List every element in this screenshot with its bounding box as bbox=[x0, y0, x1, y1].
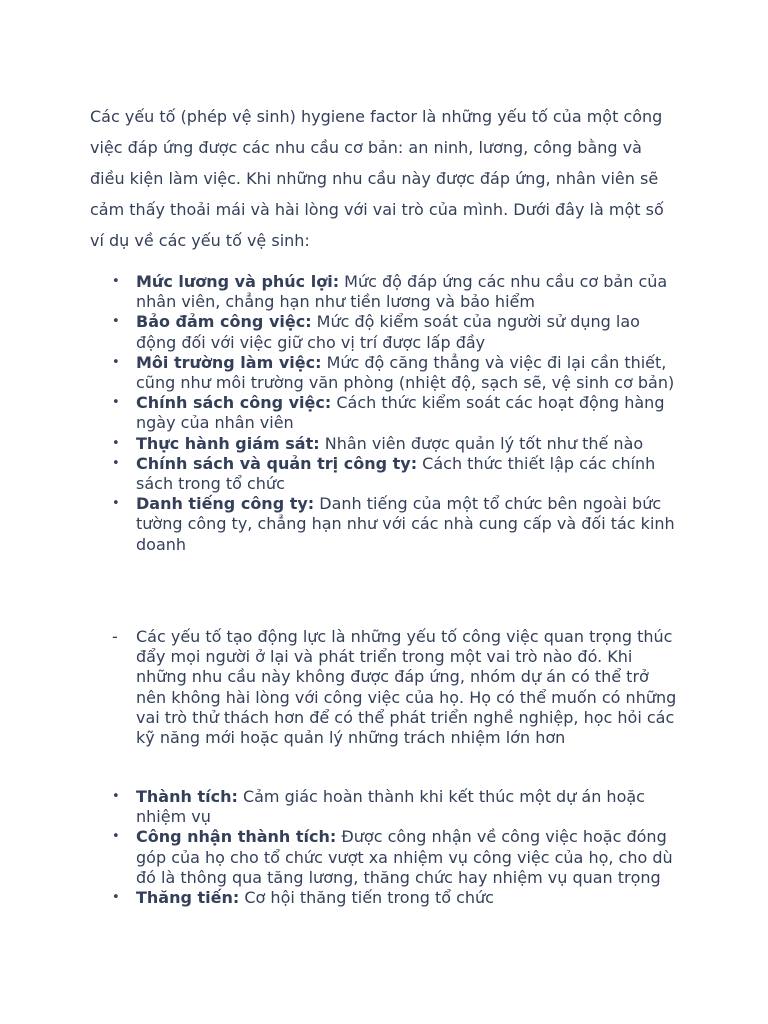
item-term: Chính sách công việc: bbox=[136, 393, 332, 413]
item-description: Cảm giác hoàn thành khi kết thúc một dự án hoặc nhiệm vụ bbox=[136, 787, 645, 827]
item-term: Chính sách và quản trị công ty: bbox=[136, 453, 418, 473]
hygiene-factor-list bbox=[136, 272, 681, 555]
item-term: Môi trường làm việc: bbox=[136, 352, 322, 372]
item-description: Được công nhận về công việc hoặc đóng góp của họ cho tổ chức vượt xa nhiệm vụ công việc của họ, cho dù đó là thông qua tăng lương, thăng chức hay nhiệm vụ quan trọng bbox=[136, 827, 673, 887]
list-item bbox=[136, 272, 681, 312]
item-term: Công nhận thành tích: bbox=[136, 827, 337, 847]
item-description: Mức độ kiểm soát của người sử dụng lao động đối với việc giữ cho vị trí được lấp đầy bbox=[136, 312, 640, 352]
list-item bbox=[136, 434, 681, 454]
item-description: Cơ hội thăng tiến trong tổ chức bbox=[239, 888, 494, 908]
item-description: Mức độ đáp ứng các nhu cầu cơ bản của nhân viên, chẳng hạn như tiền lương và bảo hiểm bbox=[136, 272, 668, 312]
item-term: Thăng tiến: bbox=[136, 888, 240, 908]
list-item bbox=[136, 353, 681, 393]
item-term: Danh tiếng công ty: bbox=[136, 494, 315, 514]
item-term: Bảo đảm công việc: bbox=[136, 312, 312, 332]
list-item bbox=[136, 393, 681, 433]
item-term: Mức lương và phúc lợi: bbox=[136, 272, 340, 291]
list-item bbox=[136, 454, 681, 494]
dash-marker: - bbox=[112, 627, 118, 646]
list-item bbox=[136, 787, 681, 827]
item-description: Cách thức kiểm soát các hoạt động hàng ngày của nhân viên bbox=[136, 393, 665, 433]
list-item bbox=[136, 312, 681, 352]
item-description: Nhân viên được quản lý tốt như thế nào bbox=[319, 433, 644, 453]
motivators-paragraph: Các yếu tố tạo động lực là những yếu tố công việc quan trọng thúc đẩy mọi người ở lại và phát triển trong một vai trò nào đó. Khi những nhu cầu này không được đáp ứng, nhóm dự án có thể trở nên không hài lòng với công việc của họ. Họ có thể muốn có những vai trò thử thách hơn để có thể phát triển nghề nghiệp, học hỏi các kỹ năng mới hoặc quản lý những trách nhiệm lớn hơn bbox=[136, 627, 677, 748]
item-description: Mức độ căng thẳng và việc đi lại cần thiết, cũng như môi trường văn phòng (nhiệt độ, sạch sẽ, vệ sinh cơ bản) bbox=[136, 352, 675, 393]
item-description: Danh tiếng của một tổ chức bên ngoài bức tường công ty, chẳng hạn như với các nhà cung cấp và đối tác kinh doanh bbox=[136, 494, 675, 554]
item-term: Thực hành giám sát: bbox=[136, 433, 320, 453]
list-item bbox=[136, 494, 681, 555]
item-description: Cách thức thiết lập các chính sách trong tổ chức bbox=[136, 453, 656, 494]
motivator-list bbox=[136, 787, 681, 908]
list-item bbox=[136, 827, 681, 888]
intro-paragraph: Các yếu tố (phép vệ sinh) hygiene factor là những yếu tố của một công việc đáp ứng được các nhu cầu cơ bản: an ninh, lương, công bằng và điều kiện làm việc. Khi những nhu cầu này được đáp ứng, nhân viên sẽ cảm thấy thoải mái và hài lòng với vai trò của mình. Dưới đây là một số ví dụ về các yếu tố vệ sinh: bbox=[90, 107, 664, 250]
list-item bbox=[136, 888, 681, 908]
item-term: Thành tích: bbox=[136, 787, 238, 806]
